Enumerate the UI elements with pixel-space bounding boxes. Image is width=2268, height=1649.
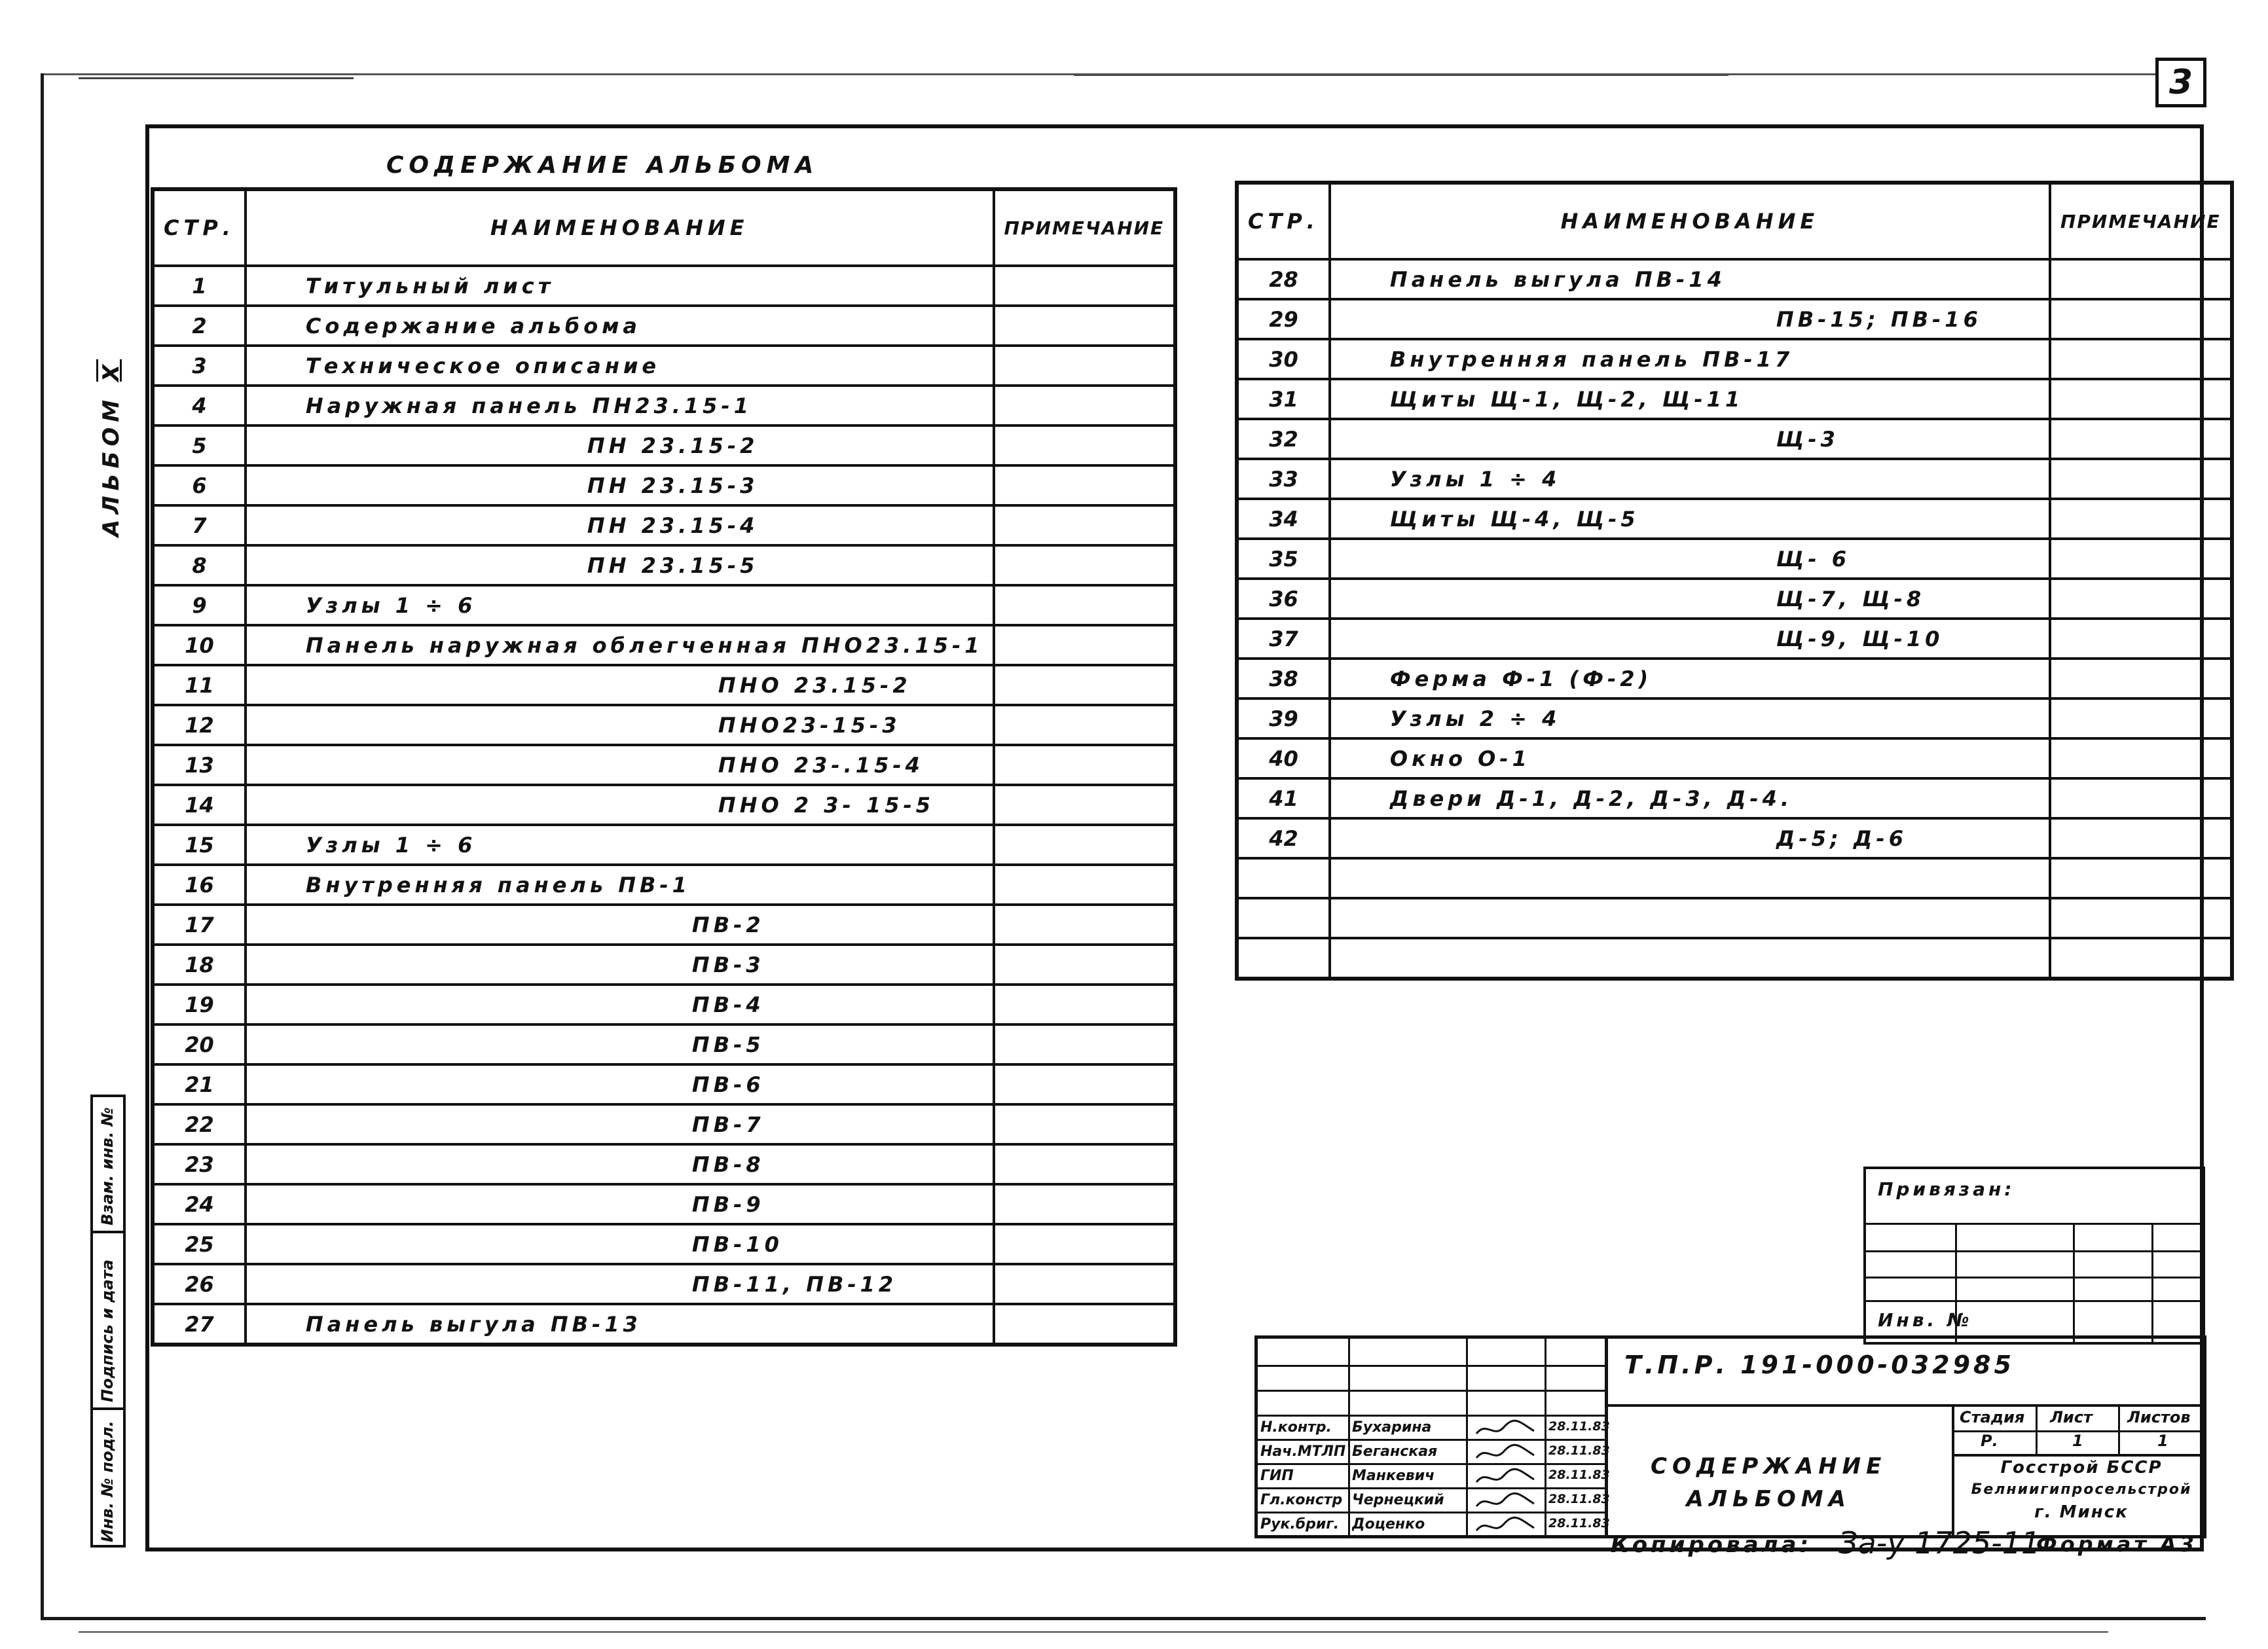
row-name	[1330, 898, 2050, 938]
stage-grid	[1952, 1404, 2206, 1538]
table-row	[153, 865, 1175, 905]
vzam-inv-label: Взам. инв. №	[98, 1107, 117, 1225]
table-row	[1237, 698, 2232, 738]
signature-role: Н.контр.	[1260, 1419, 1332, 1436]
row-page-number: 4	[153, 386, 246, 426]
row-note	[994, 465, 1176, 505]
row-page-number: 34	[1237, 499, 1330, 539]
row-page-number: 20	[153, 1024, 246, 1064]
row-page-number: 35	[1237, 539, 1330, 579]
format-label: Формат А3	[2036, 1532, 2198, 1557]
row-note	[994, 705, 1176, 745]
attach-grid-line	[2073, 1223, 2075, 1342]
row-note	[994, 1184, 1176, 1224]
row-name: ПН 23.15-3	[246, 465, 994, 505]
row-page-number: 40	[1237, 738, 1330, 778]
table-row	[153, 346, 1175, 386]
table-row	[1237, 339, 2232, 379]
handwritten-signature-icon	[1474, 1516, 1537, 1540]
row-name: Двери Д-1, Д-2, Д-3, Д-4.	[1330, 778, 2050, 818]
inv-no-podl-label: Инв. № подл.	[98, 1421, 117, 1542]
signature-row	[1258, 1415, 1610, 1441]
table-row	[153, 665, 1175, 705]
header-name: НАИМЕНОВАНИЕ	[1330, 183, 2050, 259]
table-row	[153, 1024, 1175, 1064]
row-name: ПВ-9	[246, 1184, 994, 1224]
table-row	[153, 745, 1175, 785]
row-name: Внутренняя панель ПВ-17	[1330, 339, 2050, 379]
table-row	[153, 825, 1175, 865]
row-page-number: 8	[153, 545, 246, 585]
attach-grid-line	[2151, 1223, 2153, 1342]
row-page-number: 28	[1237, 259, 1330, 299]
sheets-label: Листов	[2127, 1408, 2191, 1426]
row-page-number	[1237, 938, 1330, 979]
row-name: ПН 23.15-2	[246, 426, 994, 465]
row-note	[2050, 938, 2232, 979]
row-note	[994, 1224, 1176, 1264]
row-page-number: 13	[153, 745, 246, 785]
row-page-number: 16	[153, 865, 246, 905]
document-title	[1651, 1450, 1886, 1515]
document-title-line2: АЛЬБОМА	[1686, 1486, 1851, 1512]
row-note	[994, 1064, 1176, 1104]
header-name: НАИМЕНОВАНИЕ	[246, 189, 994, 266]
row-page-number: 18	[153, 945, 246, 985]
row-note	[994, 865, 1176, 905]
table-row	[1237, 459, 2232, 499]
row-page-number: 19	[153, 985, 246, 1024]
row-name: ПНО23-15-3	[246, 705, 994, 745]
table-row	[1237, 539, 2232, 579]
table-row	[153, 1104, 1175, 1144]
side-strip	[90, 1095, 126, 1548]
attach-label: Привязан:	[1878, 1178, 2015, 1200]
row-note	[994, 306, 1176, 346]
row-name: Щиты Щ-4, Щ-5	[1330, 499, 2050, 539]
row-name: Щ- 6	[1330, 539, 2050, 579]
row-name: Узлы 1 ÷ 6	[246, 825, 994, 865]
row-note	[2050, 339, 2232, 379]
table-row	[1237, 778, 2232, 818]
row-page-number: 7	[153, 505, 246, 545]
row-note	[2050, 619, 2232, 659]
row-page-number: 6	[153, 465, 246, 505]
row-page-number: 3	[153, 346, 246, 386]
table-row	[153, 426, 1175, 465]
row-page-number: 29	[1237, 299, 1330, 339]
row-name: Узлы 2 ÷ 4	[1330, 698, 2050, 738]
row-note	[994, 665, 1176, 705]
row-page-number: 32	[1237, 419, 1330, 459]
row-note	[2050, 299, 2232, 339]
title-block	[1254, 1335, 2206, 1538]
signature-role: Рук.бриг.	[1260, 1516, 1340, 1532]
table-row	[153, 465, 1175, 505]
organization-line1: Госстрой БССР	[2000, 1458, 2163, 1477]
row-note	[2050, 738, 2232, 778]
attach-box	[1863, 1167, 2205, 1345]
row-page-number: 12	[153, 705, 246, 745]
sig-row-empty	[1258, 1390, 1605, 1417]
row-page-number: 39	[1237, 698, 1330, 738]
scan-stroke	[1074, 75, 1728, 76]
row-name: ПВ-2	[246, 905, 994, 945]
table-row	[153, 1224, 1175, 1264]
header-page: СТР.	[1237, 183, 1330, 259]
contents-table-left-body	[153, 266, 1175, 1345]
row-name: ПВ-3	[246, 945, 994, 985]
row-name: Ферма Ф-1 (Ф-2)	[1330, 659, 2050, 698]
row-note	[994, 346, 1176, 386]
row-page-number: 22	[153, 1104, 246, 1144]
row-name: Содержание альбома	[246, 306, 994, 346]
row-page-number: 14	[153, 785, 246, 825]
row-note	[994, 905, 1176, 945]
stage-value: Р.	[1981, 1432, 1998, 1450]
table-row	[1237, 659, 2232, 698]
table-row	[1237, 738, 2232, 778]
row-name: ПВ-15; ПВ-16	[1330, 299, 2050, 339]
row-page-number: 2	[153, 306, 246, 346]
signature-name: Беганская	[1352, 1443, 1438, 1460]
row-note	[2050, 858, 2232, 898]
signature-date: 28.11.83	[1548, 1443, 1610, 1458]
table-row	[1237, 379, 2232, 419]
signature-name: Доценко	[1352, 1516, 1425, 1532]
row-name: ПВ-7	[246, 1104, 994, 1144]
row-note	[994, 1304, 1176, 1345]
row-name: ПНО 23-.15-4	[246, 745, 994, 785]
table-row	[1237, 938, 2232, 979]
row-note	[994, 545, 1176, 585]
document-code: Т.П.Р. 191-000-032985	[1624, 1350, 2015, 1379]
row-note	[2050, 459, 2232, 499]
signature-grid	[1258, 1339, 1608, 1535]
row-note	[2050, 579, 2232, 619]
row-page-number: 31	[1237, 379, 1330, 419]
header-note: ПРИМЕЧАНИЕ	[2050, 183, 2232, 259]
row-note	[994, 625, 1176, 665]
row-name: Титульный лист	[246, 266, 994, 306]
row-page-number: 38	[1237, 659, 1330, 698]
table-row	[1237, 619, 2232, 659]
row-note	[994, 505, 1176, 545]
signature-name: Бухарина	[1352, 1419, 1432, 1436]
contents-table-right	[1235, 181, 2234, 981]
row-note	[2050, 698, 2232, 738]
row-page-number: 24	[153, 1184, 246, 1224]
row-name: ПНО 23.15-2	[246, 665, 994, 705]
album-label-text: АЛЬБОМ	[98, 394, 124, 537]
row-note	[994, 1024, 1176, 1064]
table-row	[1237, 858, 2232, 898]
row-page-number: 21	[153, 1064, 246, 1104]
signature-date: 28.11.83	[1548, 1468, 1610, 1482]
signature-name: Манкевич	[1352, 1468, 1435, 1484]
table-row	[153, 905, 1175, 945]
contents-table-right-body	[1237, 259, 2232, 979]
row-name: Узлы 1 ÷ 4	[1330, 459, 2050, 499]
signature-role: Нач.МТЛП	[1260, 1443, 1346, 1460]
table-row	[153, 266, 1175, 306]
header-page: СТР.	[153, 189, 246, 266]
row-page-number: 10	[153, 625, 246, 665]
table-row	[153, 306, 1175, 346]
table-row	[153, 386, 1175, 426]
signature-row	[1258, 1463, 1610, 1490]
album-number: X	[98, 359, 124, 382]
row-note	[2050, 778, 2232, 818]
table-row	[1237, 419, 2232, 459]
row-page-number: 30	[1237, 339, 1330, 379]
table-row	[153, 1264, 1175, 1304]
attach-inv-label: Инв. №	[1878, 1309, 1973, 1331]
table-row	[1237, 579, 2232, 619]
row-note	[994, 1144, 1176, 1184]
row-note	[994, 745, 1176, 785]
row-page-number	[1237, 858, 1330, 898]
row-page-number: 42	[1237, 818, 1330, 858]
row-name	[1330, 938, 2050, 979]
organization	[1957, 1457, 2206, 1523]
row-name: Панель выгула ПВ-14	[1330, 259, 2050, 299]
copied-label: Копировала:	[1611, 1532, 1812, 1558]
table-row	[1237, 499, 2232, 539]
row-page-number: 17	[153, 905, 246, 945]
row-page-number: 11	[153, 665, 246, 705]
side-strip-divider	[93, 1231, 123, 1233]
table-row	[153, 1304, 1175, 1345]
row-note	[2050, 898, 2232, 938]
table-row	[153, 945, 1175, 985]
row-note	[994, 1264, 1176, 1304]
row-note	[994, 266, 1176, 306]
row-note	[2050, 379, 2232, 419]
table-row	[153, 545, 1175, 585]
podpis-data-label: Подпись и дата	[98, 1259, 117, 1402]
signature-row	[1258, 1512, 1610, 1538]
table-row	[153, 625, 1175, 665]
row-note	[2050, 539, 2232, 579]
table-row	[1237, 818, 2232, 858]
row-name: Наружная панель ПН23.15-1	[246, 386, 994, 426]
row-page-number	[1237, 898, 1330, 938]
row-name	[1330, 858, 2050, 898]
sig-row-empty	[1258, 1365, 1605, 1392]
row-name: Окно О-1	[1330, 738, 2050, 778]
row-page-number: 15	[153, 825, 246, 865]
row-name: ПВ-5	[246, 1024, 994, 1064]
table-row	[153, 1144, 1175, 1184]
table-row	[153, 985, 1175, 1024]
row-page-number: 27	[153, 1304, 246, 1345]
row-name: ПВ-11, ПВ-12	[246, 1264, 994, 1304]
row-page-number: 5	[153, 426, 246, 465]
row-name: ПН 23.15-4	[246, 505, 994, 545]
signature-row	[1258, 1439, 1610, 1466]
table-row	[153, 1064, 1175, 1104]
table-row	[153, 705, 1175, 745]
row-page-number: 9	[153, 585, 246, 625]
row-page-number: 23	[153, 1144, 246, 1184]
stage-label: Стадия	[1960, 1408, 2025, 1426]
row-note	[2050, 419, 2232, 459]
row-page-number: 41	[1237, 778, 1330, 818]
copied-number: За-у 1725-11	[1838, 1525, 2041, 1561]
table-row	[153, 505, 1175, 545]
sheet-label: Лист	[2050, 1408, 2093, 1426]
row-page-number: 37	[1237, 619, 1330, 659]
row-name: Внутренняя панель ПВ-1	[246, 865, 994, 905]
row-name: ПВ-6	[246, 1064, 994, 1104]
sheets-value: 1	[2157, 1432, 2168, 1450]
signature-name: Чернецкий	[1352, 1492, 1444, 1508]
row-name: Щиты Щ-1, Щ-2, Щ-11	[1330, 379, 2050, 419]
row-page-number: 1	[153, 266, 246, 306]
row-name: ПВ-8	[246, 1144, 994, 1184]
row-page-number: 33	[1237, 459, 1330, 499]
row-name: ПН 23.15-5	[246, 545, 994, 585]
organization-line2: Белниигипросельстрой	[1971, 1481, 2192, 1498]
row-note	[2050, 259, 2232, 299]
row-page-number: 25	[153, 1224, 246, 1264]
row-name: Техническое описание	[246, 346, 994, 386]
sheet-value: 1	[2072, 1432, 2083, 1450]
row-note	[994, 825, 1176, 865]
page-number: 3	[2155, 58, 2206, 107]
header-note: ПРИМЕЧАНИЕ	[994, 189, 1176, 266]
row-name: ПНО 2 3- 15-5	[246, 785, 994, 825]
table-row	[153, 785, 1175, 825]
row-note	[2050, 499, 2232, 539]
row-page-number: 36	[1237, 579, 1330, 619]
row-page-number: 26	[153, 1264, 246, 1304]
scan-stroke	[79, 77, 354, 79]
row-name: ПВ-10	[246, 1224, 994, 1264]
row-name: Щ-3	[1330, 419, 2050, 459]
signature-role: ГИП	[1260, 1468, 1294, 1484]
row-name: Щ-9, Щ-10	[1330, 619, 2050, 659]
signature-date: 28.11.83	[1548, 1516, 1610, 1531]
signature-role: Гл.констр	[1260, 1492, 1343, 1508]
scan-stroke	[79, 1631, 2108, 1633]
row-note	[994, 985, 1176, 1024]
row-name: Узлы 1 ÷ 6	[246, 585, 994, 625]
table-row	[1237, 259, 2232, 299]
row-note	[2050, 818, 2232, 858]
table-row	[153, 585, 1175, 625]
row-note	[994, 386, 1176, 426]
signature-date: 28.11.83	[1548, 1419, 1610, 1434]
row-name: Д-5; Д-6	[1330, 818, 2050, 858]
document-title-line1: СОДЕРЖАНИЕ	[1651, 1453, 1887, 1479]
side-strip-divider	[93, 1407, 123, 1410]
signature-date: 28.11.83	[1548, 1492, 1610, 1506]
row-name: Панель наружная облегченная ПНО23.15-1	[246, 625, 994, 665]
row-name: Щ-7, Щ-8	[1330, 579, 2050, 619]
row-name: Панель выгула ПВ-13	[246, 1304, 994, 1345]
signature-row	[1258, 1487, 1610, 1514]
organization-line3: г. Минск	[2034, 1502, 2129, 1522]
row-note	[994, 1104, 1176, 1144]
row-note	[994, 585, 1176, 625]
row-note	[994, 426, 1176, 465]
row-name: ПВ-4	[246, 985, 994, 1024]
row-note	[994, 945, 1176, 985]
row-note	[2050, 659, 2232, 698]
row-note	[994, 785, 1176, 825]
contents-table-left	[151, 187, 1177, 1347]
album-label	[98, 359, 124, 537]
table-row	[1237, 299, 2232, 339]
contents-title: СОДЕРЖАНИЕ АЛЬБОМА	[386, 152, 819, 179]
table-row	[153, 1184, 1175, 1224]
table-row	[1237, 898, 2232, 938]
